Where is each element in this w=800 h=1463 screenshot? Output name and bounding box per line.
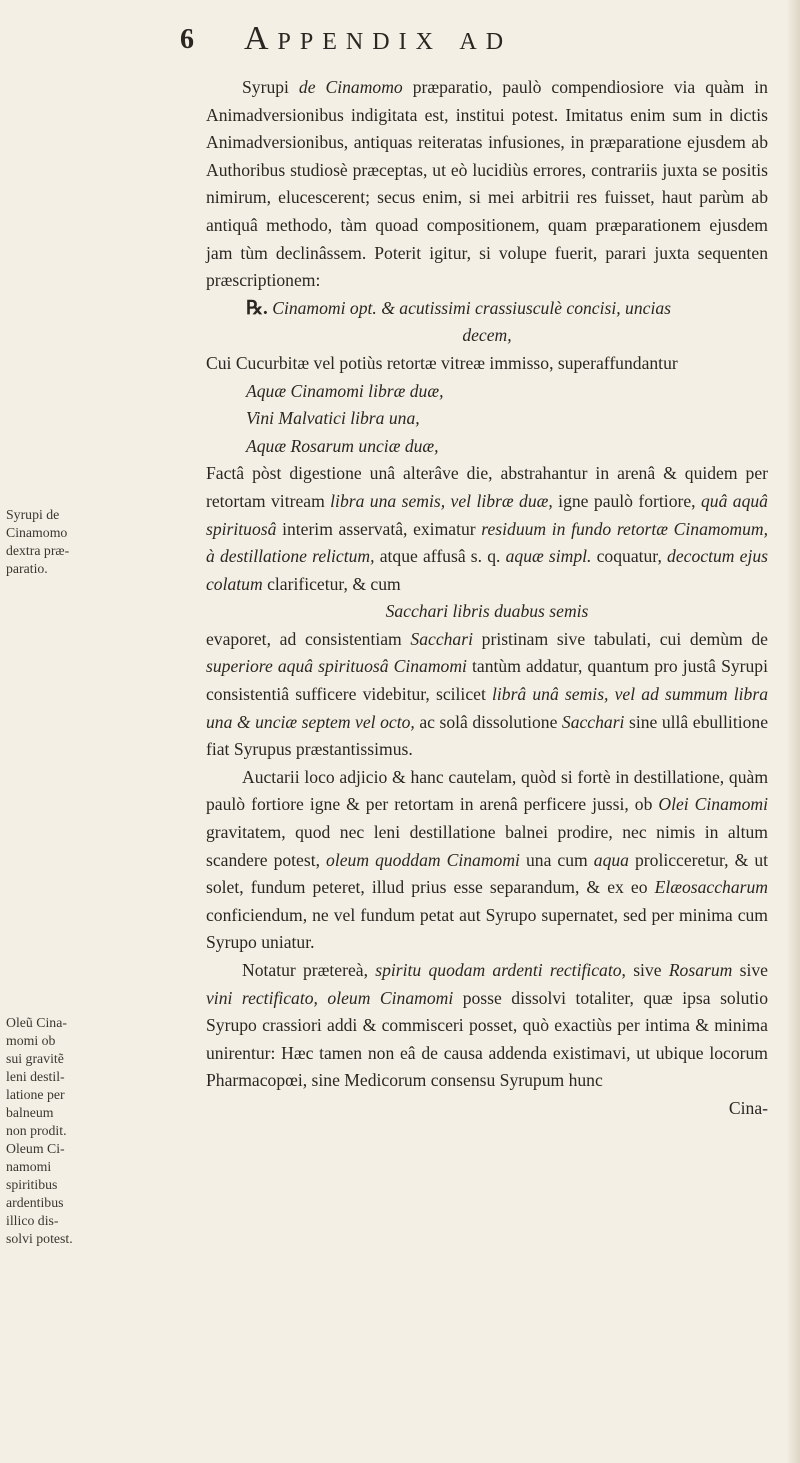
recipe-symbol: ℞. bbox=[246, 297, 268, 319]
recipe-quantity: decem, bbox=[462, 325, 512, 346]
paragraph-caution: Auctarii loco adjicio & hanc cautelam, quòd si fortè in destillatione, quàm paulò fortiore igne & per retortam in arenâ perficere jussi, ob Olei Cinamomi gravitatem, quod nec leni destillatione balnei prodire, nec nimis in altum scandere potest, oleum quoddam Cinamomi una cum aqua prolicceretur, & ut solet, fundum peteret, illud prius esse separandum, & ex eo Elæosaccharum conficiendum, ne vel fundum petat aut Syrupo supernatet, sed per minima cum Syrupo uniatur. bbox=[206, 766, 769, 953]
paragraph-intro: Syrupi de Cinamomo præparatio, paulò compendiosiore via quàm in Animadversionibus indigitata est, institui potest. Imitatus enim sum in dictis Animadversionibus, antiquas reiteratas infusiones, in præparatione ejusdem ab Authoribus studiosè præceptas, ut eò lucidiùs errores, contrariis juxta se positis nimirum, elucescerent; secus enim, si mei arbitrii res fuisset, haut parùm ab antiquâ methodo, tàm quoad compositionem, quam præparationem ejusdem jam tùm declinâssem. Poterit igitur, si volupe fuerit, parari juxta sequenten præscriptionem: bbox=[206, 77, 768, 291]
ingredient-3: Aquæ Rosarum unciæ duæ, bbox=[246, 435, 439, 456]
margin-note-cinnamon-oil: Oleũ Cina- momi ob sui gravitẽ leni destil- latione per balneum non prodit. Oleum Ci- namomi spiritibus ardentibus illico dis- solvi potest. bbox=[6, 1015, 73, 1246]
paragraph-evaporation: evaporet, ad consistentiam Sacchari pristinam sive tabulati, cui demùm de superiore aquâ spirituosâ Cinamomi tantùm addatur, quantum pro justâ Syrupi consistentiâ sufficere videbitur, scilicet librâ unâ semis, vel ad summum libra una & unciæ septem vel octo, ac solâ dissolutione Sacchari sine ullâ ebullitione fiat Syrupus præstantissimus. bbox=[206, 628, 769, 760]
ingredient-1: Aquæ Cinamomi libræ duæ, bbox=[246, 380, 444, 401]
page-header bbox=[180, 16, 780, 66]
page-number: 6 bbox=[180, 24, 194, 55]
ingredient-2: Vini Malvatici libra una, bbox=[246, 408, 420, 429]
page-edge bbox=[788, 0, 800, 1463]
recipe-line: ℞. Cinamomi opt. & acutissimi crassiusculè concisi, uncias bbox=[246, 297, 671, 319]
catchword: Cina- bbox=[728, 1097, 768, 1118]
paragraph-distillation: Factâ pòst digestione unâ alterâve die, abstrahantur in arenâ & quidem per retortam vitream libra una semis, vel libræ duæ, igne paulò fortiore, quâ aquâ spirituosâ interim asservatâ, eximatur residuum in fundo retortæ Cinamomum, à destillatione relictum, atque affusâ s. q. aquæ simpl. coquatur, decoctum ejus colatum clarificetur, & cum bbox=[206, 463, 769, 594]
margin-note-syrup-preparation: Syrupi de Cinamomo dextra præ- paratio. bbox=[6, 507, 70, 576]
paragraph-note: Notatur prætereà, spiritu quodam ardenti rectificato, sive Rosarum sive vini rectificato, oleum Cinamomi posse dissolvi totaliter, quæ ipsa solutio Syrupo crassiori addi & commisceri posset, quò exactiùs per intima & minima unirentur: Hæc tamen non eâ de causa addenda existimavi, ut ubique locorum Pharmacopœi, sine Medicorum consensu Syrupum hunc bbox=[206, 960, 768, 1091]
main-text bbox=[206, 74, 768, 1123]
ingredient-sugar: Sacchari libris duabus semis bbox=[385, 601, 589, 622]
running-title: Appendix ad bbox=[244, 20, 513, 57]
paragraph-instruction: Cui Cucurbitæ vel potiùs retortæ vitreæ immisso, superaffundantur bbox=[206, 352, 678, 373]
